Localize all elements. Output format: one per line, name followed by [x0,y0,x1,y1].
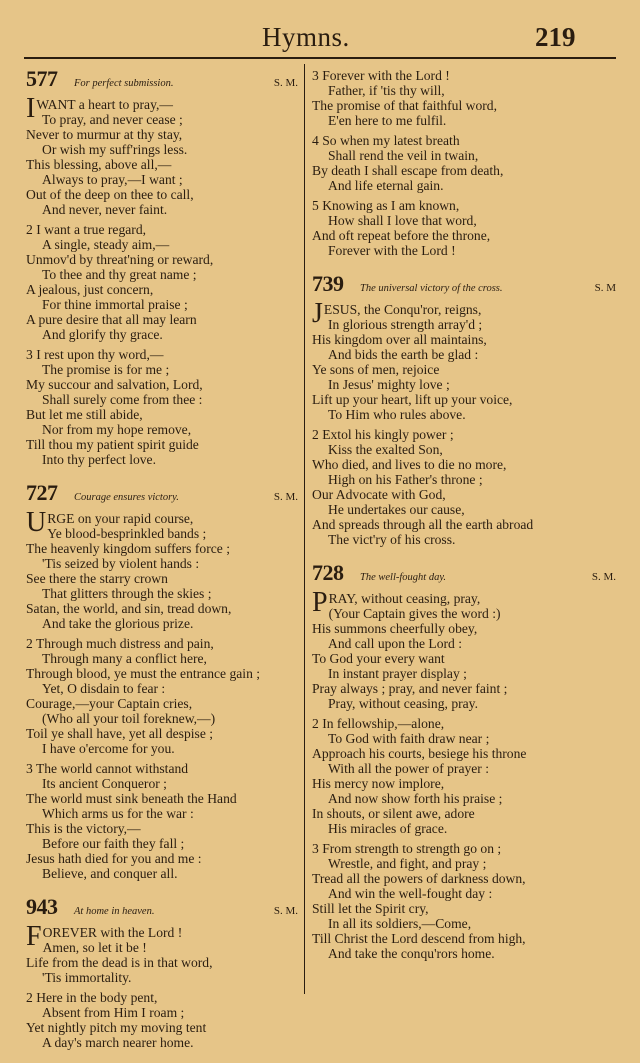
verse-line: (Your Captain gives the word :) [328,606,501,621]
left-column [26,66,298,1063]
verse-line: Through blood, ye must the entrance gain ; [26,666,261,681]
verse-line: His summons cheerfully obey, [312,621,478,636]
verse-line: Always to pray,—I want ; [42,172,183,187]
verse-line: That glitters through the skies ; [42,586,212,601]
verse-line: High on his Father's throne ; [328,472,483,487]
hymn-stanza [26,93,298,217]
verse-line: Kiss the exalted Son, [328,442,443,457]
verse-line: The promise of that faithful word, [312,98,497,113]
page-number: 219 [535,22,576,52]
hymn-stanza [312,198,616,258]
hymn-heading [312,271,616,297]
hymn-heading [26,480,298,506]
verse-line: Through many a conflict here, [42,651,207,666]
hymn-number: 727 [26,480,58,505]
verse-line: And call upon the Lord : [328,636,463,651]
verse-line: Wrestle, and fight, and pray ; [328,856,487,871]
verse-line: A pure desire that all may learn [26,312,197,327]
hymn-heading [312,560,616,586]
hymn-727 [26,480,298,881]
verse-line: A jealous, just concern, [26,282,154,297]
hymn-number: 577 [26,66,58,91]
hymn-meter: S. M [594,282,616,294]
hymn-meter: S. M. [591,571,616,583]
verse-line: And now show forth his praise ; [328,791,503,806]
hymn-577 [26,66,298,467]
verse-line: Father, if 'tis thy will, [328,83,445,98]
verse-line: Our Advocate with God, [312,487,446,502]
verse-line: 5 Knowing as I am known, [312,198,460,213]
hymn-meter: S. M. [273,905,298,917]
verse-line: Toil ye shall have, yet all despise ; [26,726,214,741]
verse-line: Satan, the world, and sin, tread down, [26,601,232,616]
verse-line: Till thou my patient spirit guide [26,437,199,452]
verse-line: And take the conqu'rors home. [328,946,495,961]
hymn-meter: S. M. [273,491,298,503]
verse-line: Which arms us for the war : [42,806,194,821]
verse-line: FOREVER with the Lord ! [26,921,183,952]
right-column [312,66,616,974]
verse-line: And bids the earth be glad : [328,347,479,362]
hymn-stanza [312,716,616,836]
verse-line: Out of the deep on thee to call, [26,187,194,202]
hymn-stanza [26,921,298,985]
verse-line: Jesus hath died for you and me : [26,851,202,866]
hymn-title: Courage ensures victory. [74,492,179,503]
verse-line: My succour and salvation, Lord, [26,377,203,392]
verse-line: The vict'ry of his cross. [328,532,456,547]
verse-line: Approach his courts, besiege his throne [312,746,527,761]
verse-line: The heavenly kingdom suffers force ; [26,541,230,556]
verse-line: E'en here to me fulfil. [328,113,447,128]
verse-line: 3 Forever with the Lord ! [312,68,450,83]
verse-line: PRAY, without ceasing, pray, [312,587,481,618]
verse-line: Who died, and lives to die no more, [312,457,507,472]
verse-line: How shall I love that word, [328,213,477,228]
verse-line: And win the well-fought day : [328,886,493,901]
verse-line: 3 I rest upon thy word,— [26,347,164,362]
verse-line: To Him who rules above. [328,407,466,422]
verse-line: Amen, so let it be ! [42,940,147,955]
verse-line: And never, never faint. [42,202,168,217]
verse-line: And glorify thy grace. [42,327,163,342]
verse-line: IWANT a heart to pray,— [26,93,173,124]
verse-line: Ye blood-besprinkled bands ; [47,526,207,541]
verse-line: In shouts, or silent awe, adore [312,806,475,821]
verse-line: Till Christ the Lord descend from high, [312,931,526,946]
verse-line: For thine immortal praise ; [42,297,188,312]
hymn-728 [312,560,616,961]
verse-line: Forever with the Lord ! [328,243,456,258]
verse-line: I have o'ercome for you. [42,741,175,756]
verse-line: JESUS, the Conqu'ror, reigns, [312,298,482,329]
verse-line: Lift up your heart, lift up your voice, [312,392,513,407]
hymn-number: 728 [312,560,344,585]
verse-line: Nor from my hope remove, [42,422,192,437]
verse-line: His miracles of grace. [328,821,448,836]
verse-line: Into thy perfect love. [42,452,156,467]
verse-line: Shall surely come from thee : [42,392,203,407]
verse-line: (Who all your toil foreknew,—) [42,711,216,726]
verse-line: To thee and thy great name ; [42,267,197,282]
verse-line: Unmov'd by threat'ning or reward, [26,252,214,267]
column-divider [304,64,305,994]
verse-line: Its ancient Conqueror ; [42,776,167,791]
hymn-stanza [26,347,298,467]
hymn-739 [312,271,616,547]
hymn-heading [26,894,298,920]
hymn-stanza [26,636,298,756]
verse-line: With all the power of prayer : [328,761,490,776]
verse-line: To God your every want [312,651,445,666]
hymn-stanza [312,427,616,547]
verse-line: 2 In fellowship,—alone, [312,716,445,731]
verse-line: This blessing, above all,— [26,157,172,172]
hymn-heading [26,66,298,92]
verse-line: In glorious strength array'd ; [328,317,483,332]
verse-line: To God with faith draw near ; [328,731,490,746]
verse-line: Believe, and conquer all. [42,866,178,881]
hymn-title: For perfect submission. [74,78,174,89]
verse-line: In Jesus' mighty love ; [328,377,450,392]
hymn-stanza [26,761,298,881]
verse-line: 'Tis seized by violent hands : [42,556,200,571]
verse-line: Yet, O disdain to fear : [42,681,166,696]
hymn-stanza [312,68,616,128]
verse-line: 2 Through much distress and pain, [26,636,214,651]
hymn-stanza [26,990,298,1050]
header-rule [24,57,616,59]
verse-line: And life eternal gain. [328,178,444,193]
verse-line: Pray, without ceasing, pray. [328,696,478,711]
verse-line: See there the starry crown [26,571,168,586]
verse-line: The world must sink beneath the Hand [26,791,237,806]
verse-line: Tread all the powers of darkness down, [312,871,526,886]
verse-line: 4 So when my latest breath [312,133,460,148]
hymn-title: The well-fought day. [360,572,447,583]
verse-line: Life from the dead is in that word, [26,955,213,970]
hymn-stanza [312,133,616,193]
verse-line: Before our faith they fall ; [42,836,185,851]
hymn-943 [26,894,298,1050]
verse-line: And spreads through all the earth abroad [312,517,534,532]
verse-line: The promise is for me ; [42,362,170,377]
verse-line: In all its soldiers,—Come, [328,916,472,931]
hymn-title: The universal victory of the cross. [360,283,503,294]
verse-line: He undertakes our cause, [328,502,465,517]
hymn-title: At home in heaven. [74,906,155,917]
verse-line: His mercy now implore, [312,776,445,791]
verse-line: To pray, and never cease ; [42,112,183,127]
hymn-stanza [312,841,616,961]
hymn-stanza [312,298,616,422]
verse-line: Ye sons of men, rejoice [312,362,440,377]
verse-line: And take the glorious prize. [42,616,194,631]
verse-line: Courage,—your Captain cries, [26,696,193,711]
verse-line: His kingdom over all maintains, [312,332,487,347]
verse-line: 'Tis immortality. [42,970,132,985]
verse-line: URGE on your rapid course, [26,507,194,538]
verse-line: This is the victory,— [26,821,141,836]
verse-line: Shall rend the veil in twain, [328,148,479,163]
verse-line: Never to murmur at thy stay, [26,127,183,142]
verse-line: 2 Here in the body pent, [26,990,158,1005]
hymn-meter: S. M. [273,77,298,89]
verse-line: A single, steady aim,— [42,237,170,252]
verse-line: 3 From strength to strength go on ; [312,841,502,856]
verse-line: In instant prayer display ; [328,666,467,681]
hymn-stanza [26,507,298,631]
verse-line: 3 The world cannot withstand [26,761,189,776]
verse-line: A day's march nearer home. [42,1035,194,1050]
hymn-stanza [312,587,616,711]
hymn-number: 739 [312,271,344,296]
verse-line: Or wish my suff'rings less. [42,142,188,157]
verse-line: Yet nightly pitch my moving tent [26,1020,207,1035]
verse-line: 2 I want a true regard, [26,222,147,237]
verse-line: Still let the Spirit cry, [312,901,429,916]
verse-line: But let me still abide, [26,407,143,422]
verse-line: By death I shall escape from death, [312,163,504,178]
verse-line: And oft repeat before the throne, [312,228,491,243]
verse-line: Absent from Him I roam ; [42,1005,185,1020]
hymn-943-continued [312,68,616,258]
hymn-number: 943 [26,894,58,919]
verse-line: Pray always ; pray, and never faint ; [312,681,508,696]
verse-line: 2 Extol his kingly power ; [312,427,454,442]
hymn-stanza [26,222,298,342]
page-title: Hymns. [262,22,350,52]
